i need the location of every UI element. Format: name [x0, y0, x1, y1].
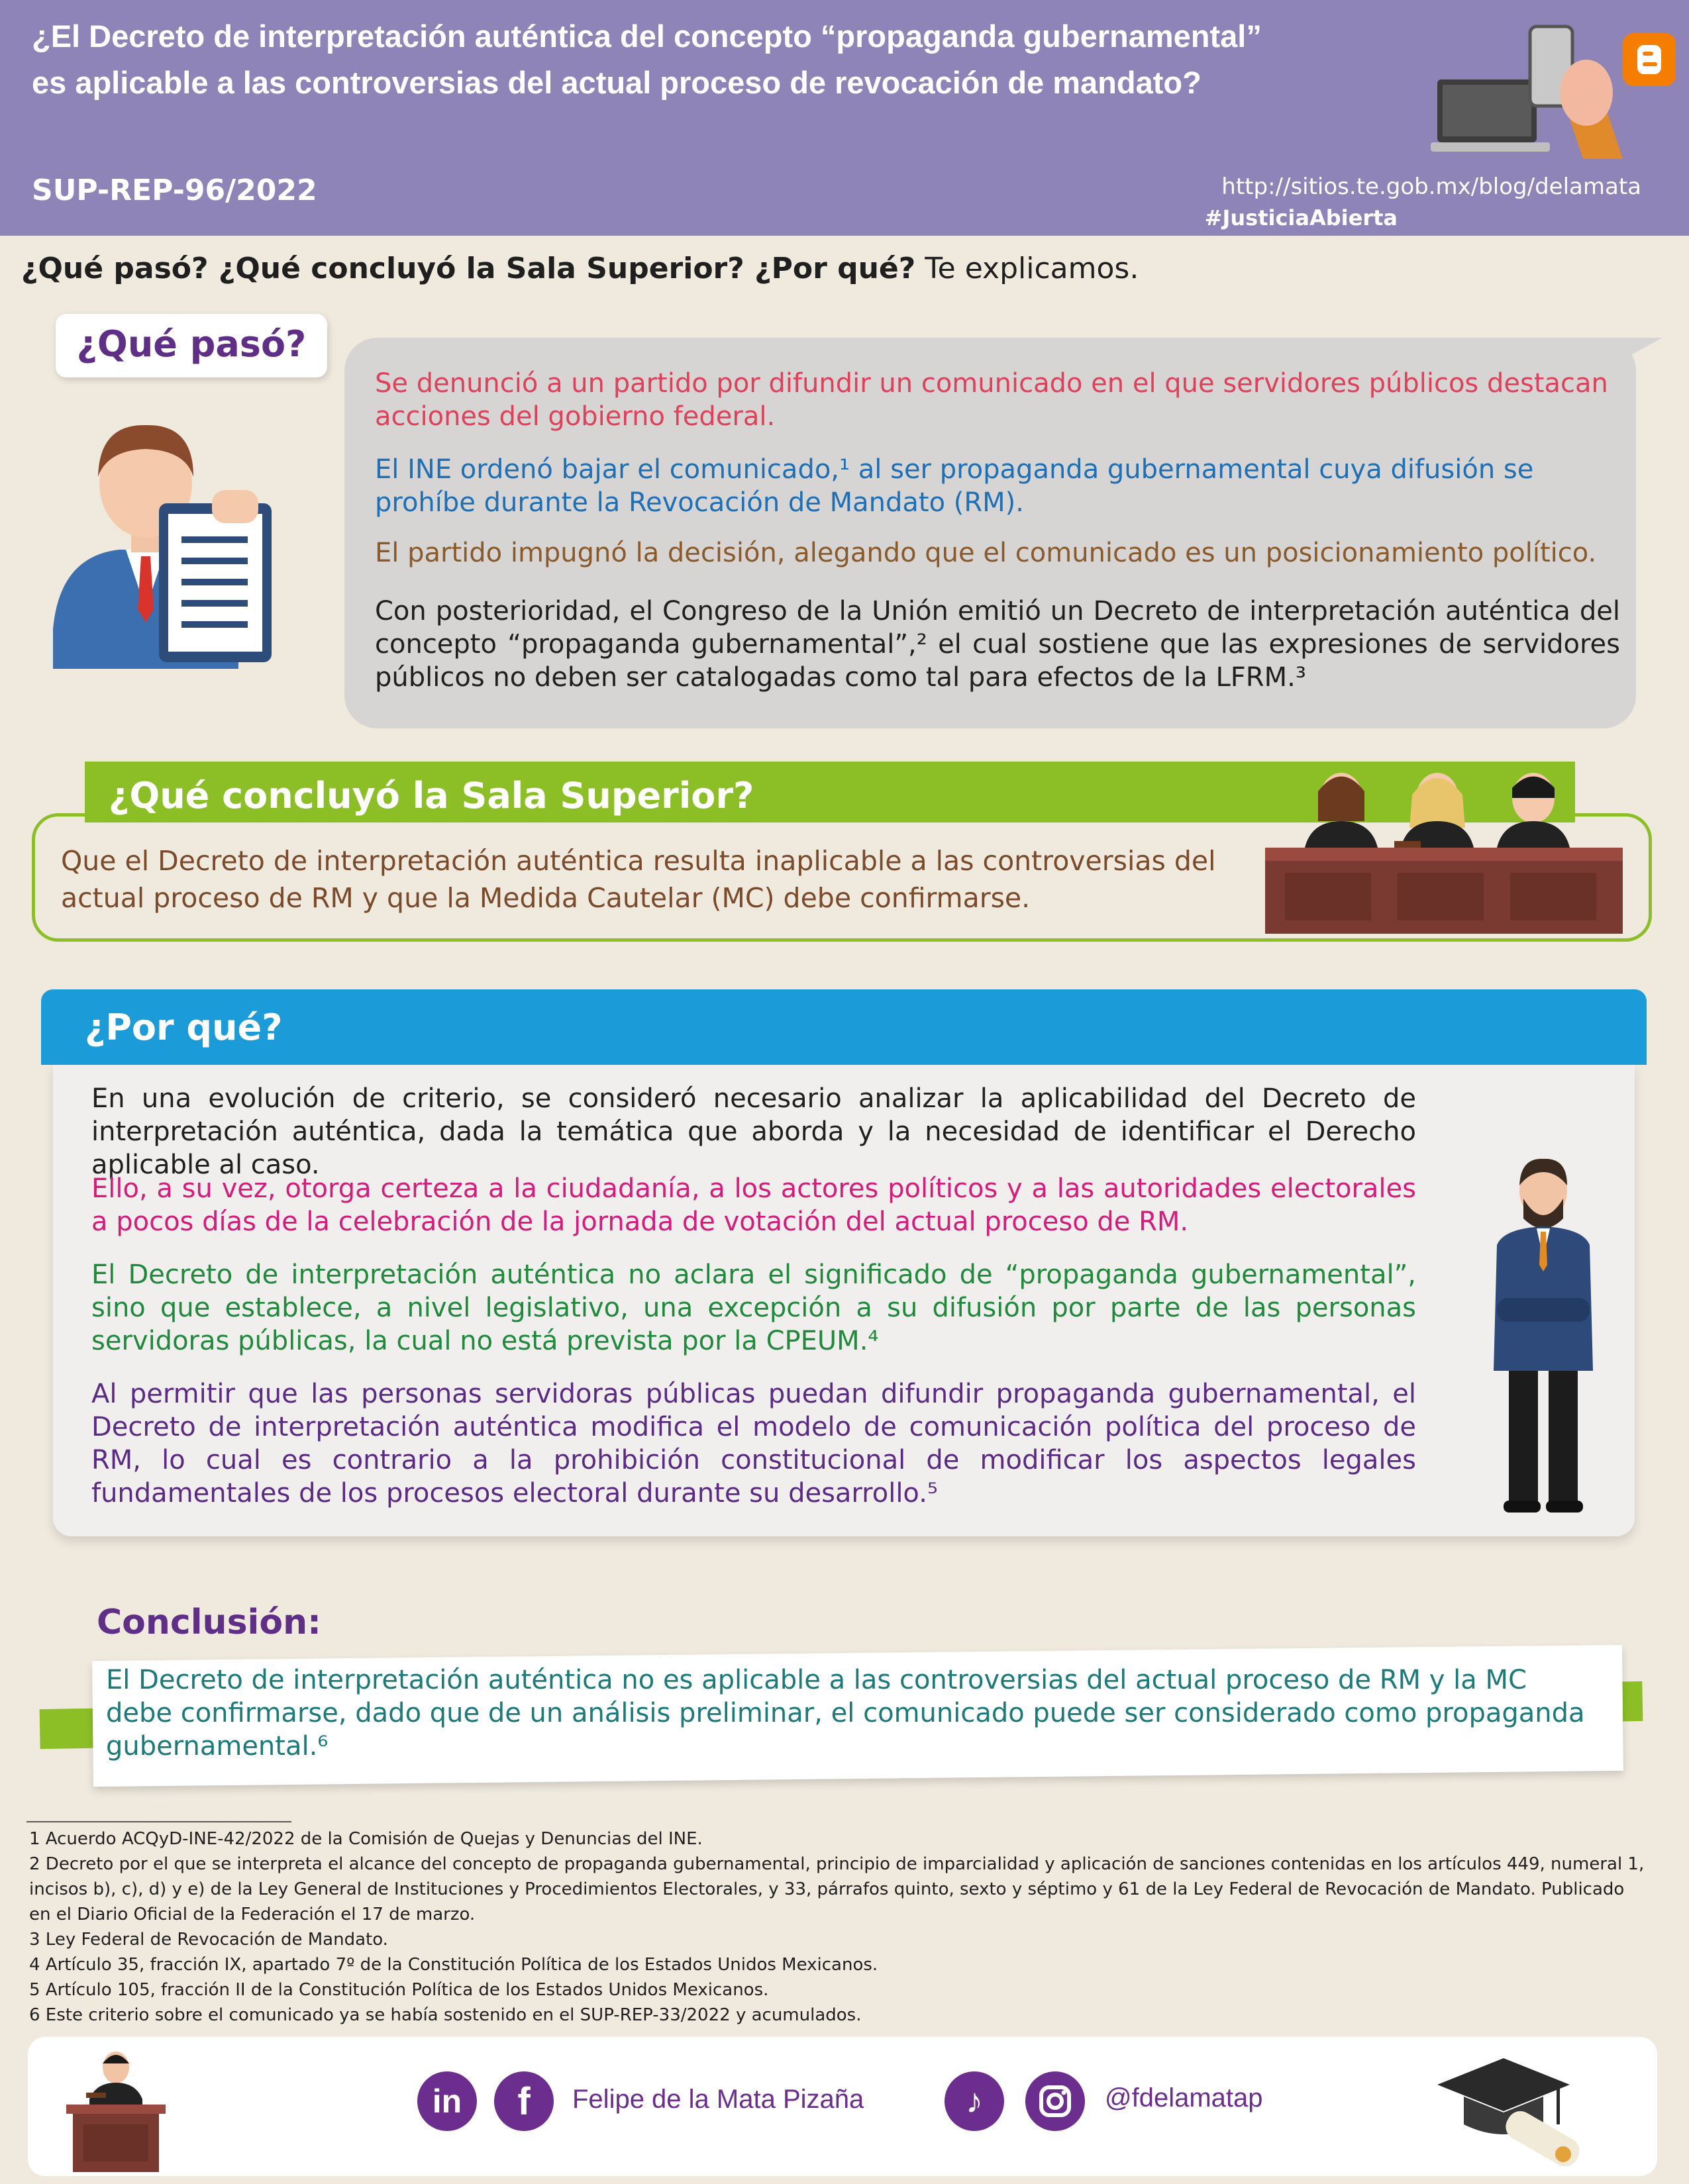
laptop-base-icon	[1431, 142, 1550, 152]
footnote-divider	[26, 1821, 291, 1822]
page-title	[32, 13, 1390, 106]
sala-superior-heading: ¿Qué concluyó la Sala Superior?	[109, 775, 754, 817]
linkedin-icon[interactable]: in	[417, 2071, 477, 2131]
footnote-1: 1 Acuerdo ACQyD-INE-42/2022 de la Comisión de Quejas y Denuncias del INE.	[29, 1829, 703, 1849]
por-que-paragraph-2: Ello, a su vez, otorga certeza a la ciudadanía, a los actores políticos y a las autoridades electorales a pocos días de la celebración de la jornada de votación del actual proceso de RM.	[91, 1173, 1416, 1237]
instagram-icon[interactable]	[1025, 2071, 1085, 2131]
por-que-heading: ¿Por qué?	[85, 1007, 283, 1048]
footnote-3: 3 Ley Federal de Revocación de Mandato.	[29, 1930, 388, 1950]
title-line-1: ¿El Decreto de interpretación auténtica del concepto “propaganda gubernamental”	[32, 19, 1262, 54]
judge-podium-icon	[60, 2046, 172, 2172]
que-paso-heading: ¿Qué pasó?	[76, 323, 307, 365]
que-paso-paragraph-2: El INE ordenó bajar el comunicado,¹ al ser propaganda gubernamental cuya difusión se prohíbe durante la Revocación de Mandato (RM).	[375, 454, 1534, 518]
case-number: SUP-REP-96/2022	[32, 174, 317, 207]
author-name: Felipe de la Mata Pizaña	[572, 2085, 864, 2114]
intro-line	[21, 252, 1139, 285]
blog-url-link[interactable]: http://sitios.te.gob.mx/blog/delamata	[1221, 174, 1641, 200]
judge-3-icon	[1497, 773, 1570, 854]
hashtag: #JusticiaAbierta	[1204, 205, 1398, 230]
que-paso-paragraph-1: Se denunció a un partido por difundir un comunicado en el que servidores públicos destacan acciones del gobierno federal.	[375, 368, 1608, 432]
standing-man-illustration	[1477, 1152, 1610, 1523]
conclusion-heading: Conclusión:	[97, 1603, 321, 1642]
crossed-arms-icon	[1497, 1298, 1590, 1322]
conclusion-text: El Decreto de interpretación auténtica no es aplicable a las controversias del actual proceso de RM y la MC debe confirmarse, dado que de un análisis preliminar, el comunicado puede ser considerado como propaganda gubernamental.⁶	[106, 1665, 1585, 1762]
hand-icon	[1560, 60, 1613, 126]
que-paso-paragraph-3: El partido impugnó la decisión, alegando que el comunicado es un posicionamiento político.	[375, 538, 1597, 568]
por-que-paragraph-3: El Decreto de interpretación auténtica no aclara el significado de “propaganda gubernamental”, sino que establece, a nivel legislativo, una excepción a su difusión por parte de las personas servidoras públicas, la cual no está prevista por la CPEUM.⁴	[91, 1260, 1416, 1356]
judges-court-illustration	[1258, 762, 1629, 934]
intro-normal: Te explicamos.	[915, 252, 1139, 285]
footnote-4: 4 Artículo 35, fracción IX, apartado 7º de la Constitución Política de los Estados Unidos Mexicanos.	[29, 1955, 878, 1975]
blogger-icon[interactable]	[1623, 33, 1676, 86]
facebook-icon[interactable]: f	[494, 2071, 554, 2131]
graduation-cap-diploma-icon	[1424, 2045, 1590, 2171]
que-paso-tab	[56, 314, 327, 377]
footnotes	[29, 1826, 1645, 2028]
judge-1-icon	[1305, 773, 1378, 854]
title-line-2: es aplicable a las controversias del actual proceso de revocación de mandato?	[32, 65, 1202, 100]
man-with-document-illustration	[46, 411, 298, 669]
que-paso-paragraph-4: Con posterioridad, el Congreso de la Unión emitió un Decreto de interpretación auténtica del concepto “propaganda gubernamental”,² el cual sostiene que las expresiones de servidores públicos no deben ser catalogadas como tal para efectos de la LFRM.³	[375, 596, 1620, 693]
intro-bold: ¿Qué pasó? ¿Qué concluyó la Sala Superior? ¿Por qué?	[21, 252, 916, 285]
tie-icon	[1539, 1232, 1547, 1271]
tiktok-icon[interactable]: ♪	[945, 2071, 1004, 2131]
footnote-5: 5 Artículo 105, fracción II de la Constitución Política de los Estados Unidos Mexicanos.	[29, 1980, 769, 2000]
por-que-paragraph-1: En una evolución de criterio, se consideró necesario analizar la aplicabilidad del Decreto de interpretación auténtica, dada la temática que aborda y la necesidad de identificar el Derecho aplicable al caso.	[91, 1083, 1416, 1180]
laptop-phone-illustration	[1431, 20, 1656, 166]
graduation-cap-icon	[1437, 2058, 1570, 2111]
por-que-paragraph-4: Al permitir que las personas servidoras públicas puedan difundir propaganda gubernamental, el Decreto de interpretación auténtica modifica el modelo de comunicación política del proceso de RM, lo cual es contrario a la prohibición constitucional de modificar los aspectos legales fundamentales de los procesos electoral durante su desarrollo.⁵	[91, 1379, 1416, 1509]
footnote-2: 2 Decreto por el que se interpreta el alcance del concepto de propaganda gubernamental, principio de imparcialidad y aplicación de sanciones contenidas en los artículos 449, numeral 1, incisos b), c), d) y e) de la Ley General de Instituciones y Procedimientos Electorales, y 33, párrafos quinto, sexto y séptimo y 61 de la Ley Federal de Revocación de Mandato. Publicado en el Diario Oficial de la Federación el 17 de marzo.	[29, 1854, 1645, 1924]
social-handle: @fdelamatap	[1105, 2083, 1263, 2112]
sala-superior-text: Que el Decreto de interpretación auténtica resulta inaplicable a las controversias del actual proceso de RM y que la Medida Cautelar (MC) debe confirmarse.	[61, 845, 1216, 914]
footnote-6: 6 Este criterio sobre el comunicado ya se había sostenido en el SUP-REP-33/2022 y acumulados.	[29, 2005, 862, 2025]
bench-top-icon	[1265, 848, 1623, 861]
hand-icon	[212, 490, 258, 523]
